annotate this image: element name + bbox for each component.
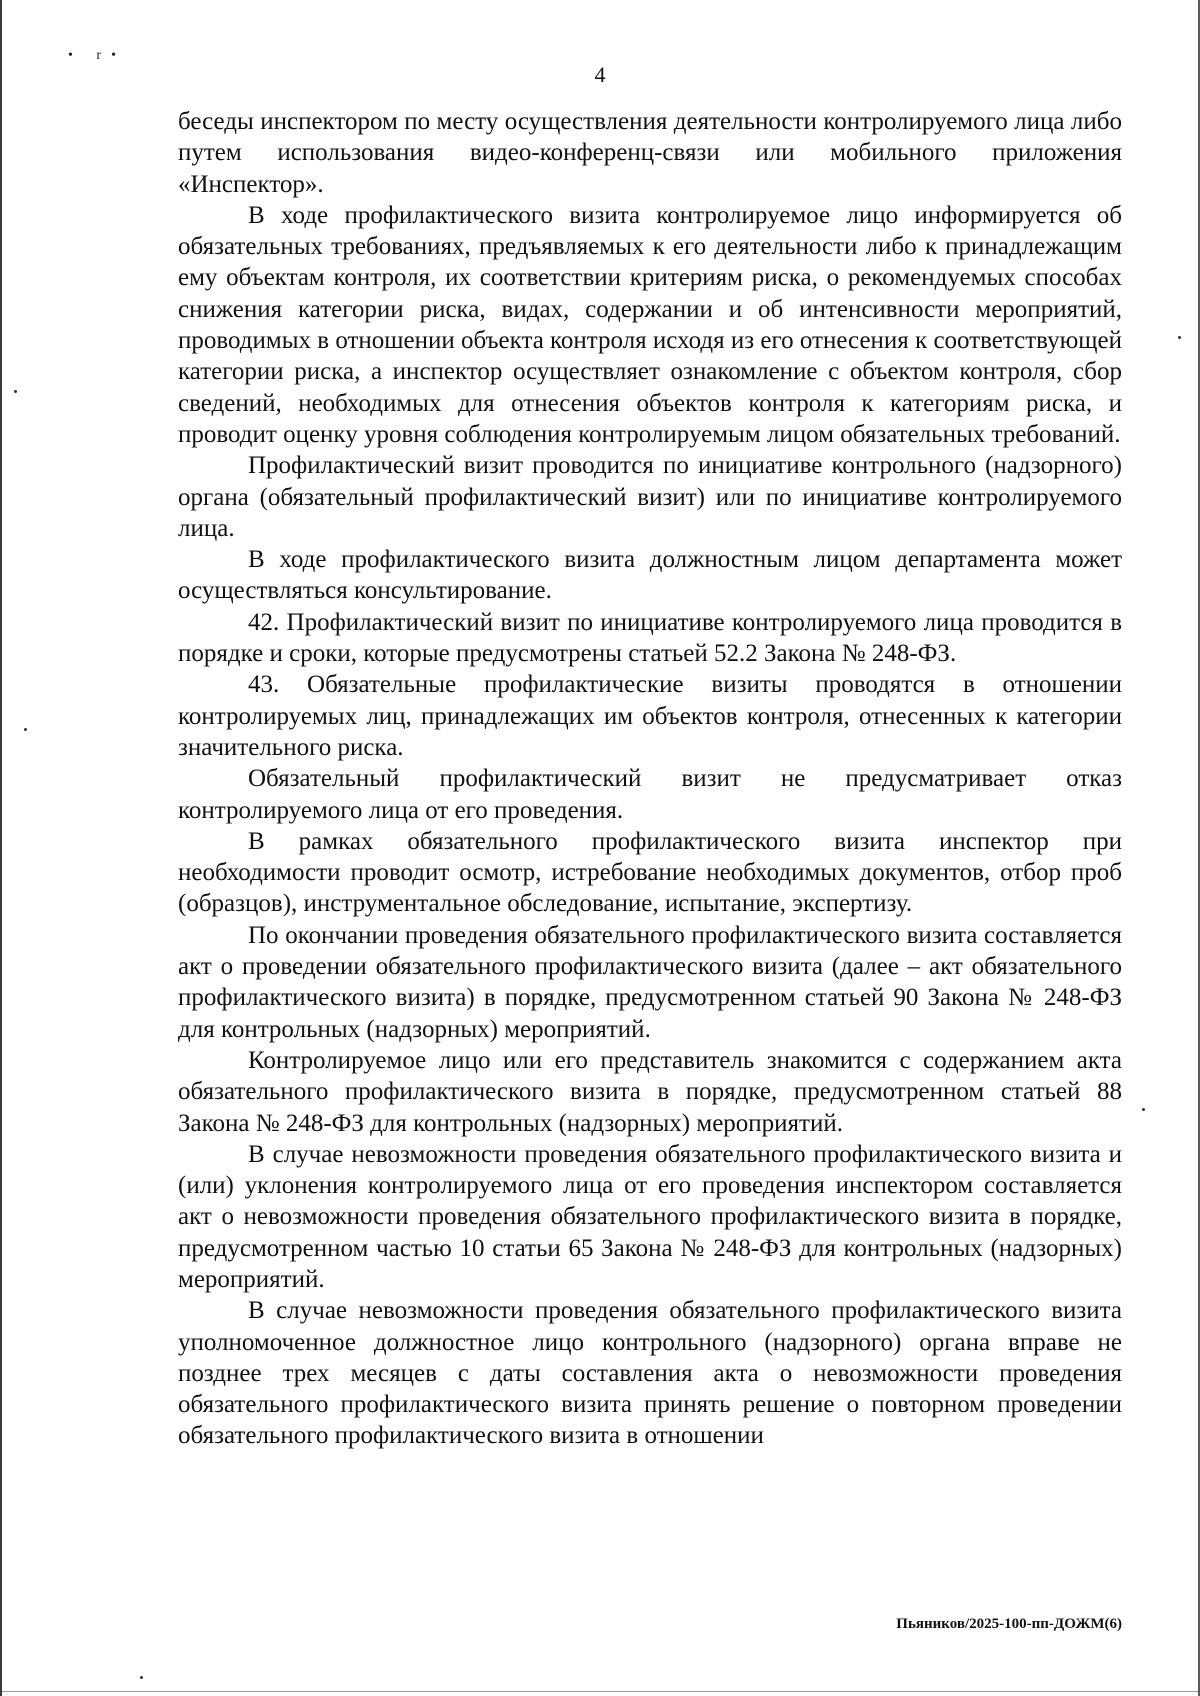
page-number: 4 [594, 62, 606, 87]
scan-marks: • r• [68, 48, 126, 63]
scan-speck [24, 728, 27, 731]
document-code: Пьяников/2025-100-пп-ДОЖМ(6) [896, 1616, 1122, 1632]
paragraph: В ходе профилактического визита должностным лицом департамента может осуществляться консультирование. [178, 546, 1122, 605]
paragraph: По окончании проведения обязательного профилактического визита составляется акт о проведении обязательного профилактического визита (далее – акт обязательного профилактического визита) в порядке, предусмотренном статьей 90 Закона № 248-ФЗ для контрольных (надзорных) мероприятий. [178, 921, 1122, 1043]
scan-speck [1178, 336, 1181, 339]
scan-speck [14, 390, 17, 393]
paragraph: Контролируемое лицо или его представитель знакомится с содержанием акта обязательного профилактического визита в порядке, предусмотренном статьей 88 Закона № 248-ФЗ для контрольных (надзорных) мероприятий. [178, 1046, 1122, 1137]
paragraph: 42. Профилактический визит по инициативе контролируемого лица проводится в порядке и сроки, которые предусмотрены статьей 52.2 Закона № 248-ФЗ. [178, 608, 1122, 668]
paragraph: В случае невозможности проведения обязательного профилактического визита уполномоченное должностное лицо контрольного (надзорного) органа вправе не позднее трех месяцев с даты составления акта о невозможности проведения обязательного профилактического визита принять решение о повторном проведении обязательного профилактического визита в отношении [178, 1297, 1122, 1450]
paragraph: беседы инспектором по месту осуществления деятельности контролируемого лица либо путем использования видео-конференц-связи или мобильного приложения «Инспектор». [178, 108, 1122, 198]
paragraph: В ходе профилактического визита контролируемое лицо информируется об обязательных требованиях, предъявляемых к его деятельности либо к принадлежащим ему объектам контроля, их соответствии критериям риска, о рекомендуемых способах снижения категории риска, видах, содержании и об интенсивности мероприятий, проводимых в отношении объекта контроля исходя из его отнесения к соответствующей категории риска, а инспектор осуществляет ознакомление с объектом контроля, сбор сведений, необходимых для отнесения объектов контроля к категориям риска, и проводит оценку уровня соблюдения контролируемым лицом обязательных требований. [178, 201, 1122, 448]
scan-speck [140, 1676, 143, 1679]
scan-speck [1142, 1108, 1145, 1111]
paragraph: 43. Обязательные профилактические визиты проводятся в отношении контролируемых лиц, принадлежащих им объектов контроля, отнесенных к категории значительного риска. [178, 671, 1122, 761]
paragraph: В рамках обязательного профилактического визита инспектор при необходимости проводит осмотр, истребование необходимых документов, отбор проб (образцов), инструментальное обследование, испытание, экспертизу. [178, 827, 1122, 918]
page-bottom-edge [2, 1691, 1198, 1692]
paragraph: Профилактический визит проводится по инициативе контрольного (надзорного) органа (обязательный профилактический визит) или по инициативе контролируемого лица. [178, 452, 1122, 542]
paragraph: Обязательный профилактический визит не предусматривает отказ контролируемого лица от его проведения. [178, 765, 1122, 824]
paragraph: В случае невозможности проведения обязательного профилактического визита и (или) уклонения контролируемого лица от его проведения инспектором составляется акт о невозможности проведения обязательного профилактического визита в порядке, предусмотренном частью 10 статьи 65 Закона № 248-ФЗ для контрольных (надзорных) мероприятий. [178, 1140, 1122, 1293]
document-body [178, 106, 1122, 1452]
